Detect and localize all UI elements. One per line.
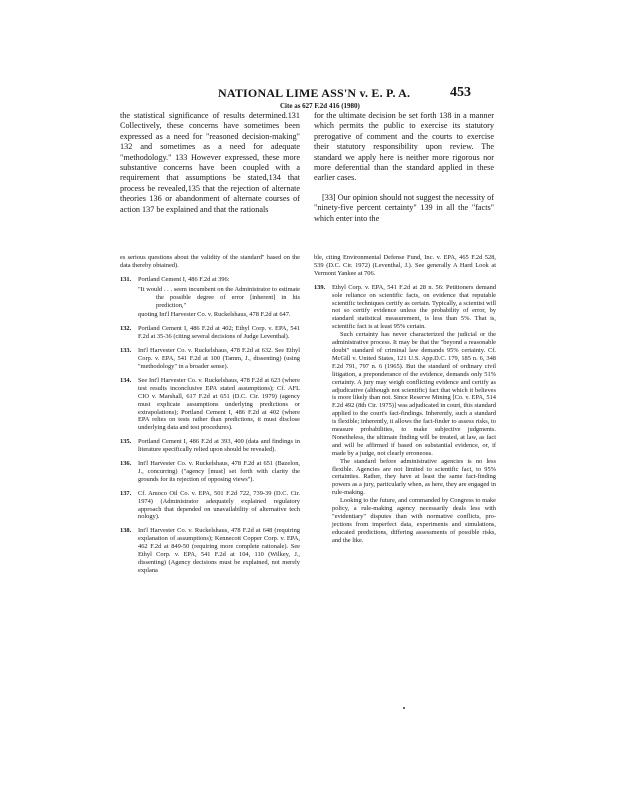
footnote-text: Int'l Harvester Co. v. Ruckelshaus, 478 F.2d at 648 (requiring explanation of assumptions); Kennecott Copper Corp. v. EPA, 462 F.2d at 849-50 (requiring more complete rationale). See Ethyl Corp. v. EPA, 541 F.2d at 104, 110 (Wilkey, J., dissenting) (Agency decisions must be explained, not merely explana	[138, 527, 300, 574]
footnote-number: 139.	[314, 283, 326, 291]
footnote-paragraph: Looking to the future, and commanded by Congress to make policy, a rule-making agency necessarily deals less with "evidentiary" disputes than with normative conflicts, projections from imperfect data, experiments and simulations, educated predictions, differing assessments of possible risks, and the like.	[332, 497, 496, 544]
footnote-139	[314, 284, 496, 545]
footnote-number: 134.	[120, 376, 132, 384]
footnote-number: 137.	[120, 489, 132, 497]
footnote-text: Cf. Amoco Oil Co. v. EPA, 501 F.2d 722, 739-39 (D.C. Cir. 1974) (Administrator adequately explained regulatory approach that depended on unavailability of alternative tech nology).	[138, 489, 300, 521]
footnote-134	[120, 377, 300, 432]
main-text-right-column	[314, 111, 494, 224]
footnote-number: 131.	[120, 275, 132, 283]
main-text-paragraph: the statistical significance of results determined.131 Collectively, these concerns have sometimes been expressed as a need for "reasoned decision-making" 132 and sometimes as a need for adequate "methodology." 133 However expressed, these more substantive concerns have been coupled with a requirement that assumptions be stated,134 that process be revealed,135 that the rejection of alternate theories 136 or abandonment of alternate courses of action 137 be explained and that the rationals	[120, 111, 300, 214]
footnote-quote: "It would . . . seem incumbent on the Administrator to estimate the possible degree of error [inherent] in his prediction,"	[138, 285, 300, 309]
main-text-left-column	[120, 111, 300, 215]
footnote-text: Portland Cement I, 486 F.2d at 396:	[138, 275, 230, 283]
footnotes-right-column	[314, 254, 496, 551]
running-head: NATIONAL LIME ASS'N v. E. P. A.	[218, 86, 411, 100]
footnote-136	[120, 460, 300, 484]
footnote-number: 136.	[120, 460, 132, 468]
footnote-text: Int'l Harvester Co. v. Ruckelshaus, 478 F.2d at 651 (Bazelon, J., concurring) ("agency [must] set forth with clarity the grounds for its rejection of opposing views").	[138, 460, 300, 483]
footnote-number: 133.	[120, 347, 132, 355]
footnote-continuation: es serious questions about the validity of the standard" based on the data thereby obtained).	[120, 254, 300, 269]
footnote-132	[120, 325, 300, 341]
scan-speck	[403, 707, 405, 709]
footnote-continuation: ble, citing Environmental Defense Fund, Inc. v. EPA, 465 F.2d 528, 539 (D.C. Cir. 1972) (Leventhal, J.). See generally A Hard Look at Vermont Yankee at 706.	[314, 254, 496, 277]
footnotes-left-column	[120, 254, 300, 581]
main-text-paragraph: for the ultimate decision be set forth 138 in a manner which permits the public to exercise its statutory prerogative of comment and the courts to exercise their statutory responsibility upon review. The standard we apply here is neither more rigorous nor more deferential than the standard applied in these earlier cases.	[314, 111, 494, 183]
footnote-number: 135.	[120, 438, 132, 446]
footnote-135	[120, 438, 300, 454]
footnote-text: Int'l Harvester Co. v. Ruckelshaus, 478 F.2d at 632. See Ethyl Corp. v. EPA, 541 F.2d at 100 (Tamm, J., dissenting) (using "methodology" in a broader sense).	[138, 347, 300, 370]
footnote-131	[120, 276, 300, 320]
footnote-137	[120, 490, 300, 522]
page-number: 453	[450, 85, 471, 100]
footnote-text: Portland Cement I, 486 F.2d at 393, 400 (data and findings in literature specifically relied upon should be revealed).	[138, 438, 300, 454]
footnote-138	[120, 527, 300, 574]
footnote-text: Portland Cement I, 486 F.2d at 402; Ethyl Corp. v. EPA, 541 F.2d at 35-36 (citing several decisions of Judge Leventhal).	[138, 325, 300, 341]
footnote-paragraph: The standard before administrative agencies is no less flexible. Agencies are not limited to scientific fact, to 95% certainties. Rather, they have at least the same fact-finding powers as a jury, particularly when, as here, they are engaged in rule-making.	[332, 457, 496, 497]
footnote-133	[120, 347, 300, 371]
footnote-text: See Int'l Harvester Co. v. Ruckelshaus, 478 F.2d at 623 (where test results inconclusive EPA stated assumptions); Cf. AFL CIO v. Marshall, 617 F.2d at 651 (D.C. Cir. 1979) (agency must explicate assumptions underlying predictions or extrapolations); Portland Cement I, 486 F.2d at 402 (where EPA relies on tests rather than predictions, it must disclose underlying data and test procedures).	[138, 376, 300, 432]
footnote-paragraph: Such certainty has never characterized the judicial or the administrative process. It may be that the "beyond a reasonable doubt" standard of criminal law demands 95% certainty. Cf. McGill v. United States, 121 U.S. App.D.C. 179, 185 n. 6, 348 F.2d 791, 797 n. 6 (1965). But the standard of ordinary civil litigation, a preponderance of the evidence, demands only 51% certainty. A jury may weigh conflicting evidence and certify as adjudicative (although not scientific) fact that which it believes is more likely than not. Since Reserve Mining [Co. v. EPA, 514 F.2d 492 (8th Cir. 1975)] was adjudicated in court, this standard applied to the court's fact-findings. Inherently, such a standard is flexible; inherently, it allows the fact-finder to assess risks, to measure probabilities, to make subjective judgments. Nonetheless, the ultimate finding will be treated, at law, as fact and will be affirmed if based on substantial evidence, or, if made by a judge, not clearly erroneous.	[332, 331, 496, 457]
footnote-text: quoting Int'l Harvester Co. v. Ruckelshaus, 478 F.2d at 647.	[138, 311, 291, 319]
footnote-text: Ethyl Corp. v. EPA, 541 F.2d at 28 n. 56: Petitioners demand sole reliance on scientific facts, on evidence that reputable scientific techniques certify as certain. Typically, a scientist will not so certify evidence unless the probability of error, by standard statistical measurement, is less than 5%. That is, scientific fact is at least 95% certain.	[332, 283, 496, 331]
main-text-paragraph: [33] Our opinion should not suggest the necessity of "ninety-five percent certainty" 139 in all the "facts" which enter into the	[314, 192, 494, 223]
footnote-number: 132.	[120, 325, 132, 333]
footnote-number: 138.	[120, 527, 132, 535]
citation-line: Cite as 627 F.2d 416 (1980)	[280, 102, 360, 110]
